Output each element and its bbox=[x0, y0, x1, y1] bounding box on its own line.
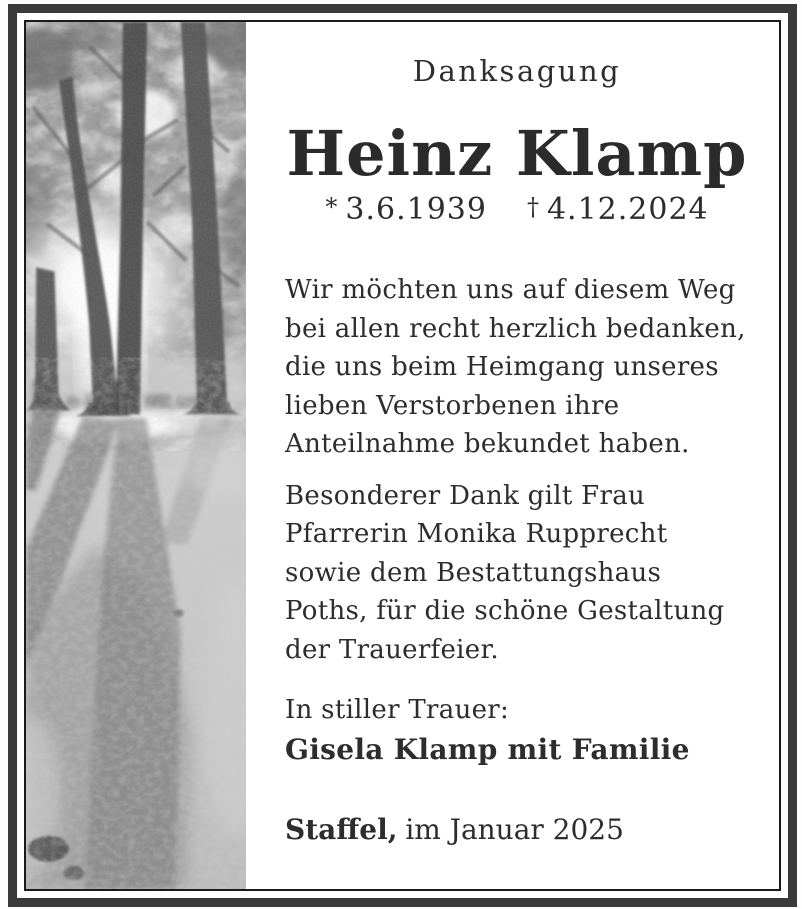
text-line: bei allen recht herzlich bedanken, bbox=[285, 313, 746, 344]
text-line: Anteilnahme bekundet haben. bbox=[285, 429, 690, 459]
mourning-intro: In stiller Trauer: bbox=[285, 695, 510, 725]
life-dates bbox=[285, 190, 749, 231]
dateline-date: im Januar 2025 bbox=[405, 812, 624, 846]
birth-date bbox=[325, 192, 487, 227]
text-line: Besonderer Dank gilt Frau bbox=[285, 480, 646, 511]
text-line: der Trauerfeier. bbox=[285, 634, 499, 665]
birth-star-symbol: * bbox=[325, 192, 339, 221]
notice-type-heading: Danksagung bbox=[412, 54, 622, 88]
outer-border bbox=[8, 4, 797, 907]
text-line: Wir möchten uns auf diesem Weg bbox=[285, 275, 736, 305]
death-date bbox=[527, 192, 709, 227]
birth-date-value: 3.6.1939 bbox=[345, 192, 487, 227]
text-line: Pfarrerin Monika Rupprecht bbox=[285, 519, 668, 549]
inner-border bbox=[24, 20, 781, 891]
thanks-paragraph bbox=[285, 271, 749, 464]
trees-photo-graphic bbox=[26, 22, 246, 889]
text-line: die uns beim Heimgang unseres bbox=[285, 352, 719, 382]
place-dateline bbox=[285, 810, 749, 850]
family-signature: Gisela Klamp mit Familie bbox=[285, 732, 690, 766]
deceased-name: Heinz Klamp bbox=[286, 117, 748, 190]
notice-text-column bbox=[246, 22, 779, 889]
death-cross-symbol: † bbox=[526, 192, 540, 221]
memorial-photo bbox=[26, 22, 246, 889]
place-name: Staffel, bbox=[285, 812, 398, 846]
closing-block bbox=[285, 691, 749, 770]
text-line: lieben Verstorbenen ihre bbox=[285, 390, 620, 421]
text-line: sowie dem Bestattungshaus bbox=[285, 557, 662, 588]
death-date-value: 4.12.2024 bbox=[546, 192, 709, 227]
text-line: Poths, für die schöne Gestaltung bbox=[285, 596, 725, 626]
special-thanks-paragraph bbox=[285, 477, 749, 670]
